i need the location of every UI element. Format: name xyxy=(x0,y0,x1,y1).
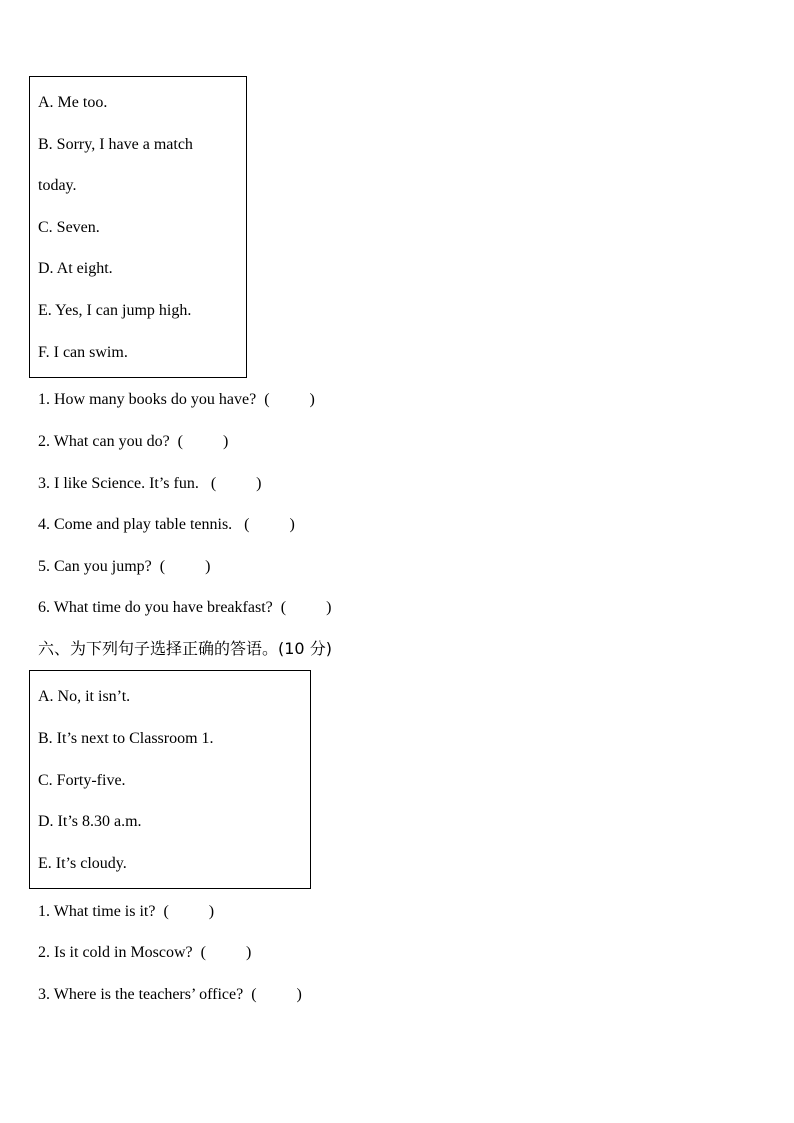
question-2: 2. What can you do? ( ) xyxy=(38,433,229,450)
question-5: 5. Can you jump? ( ) xyxy=(38,558,211,575)
question-6: 6. What time do you have breakfast? ( ) xyxy=(38,599,332,616)
question-3: 3. Where is the teachers’ office? ( ) xyxy=(38,986,302,1003)
option-b-continued: today. xyxy=(38,177,77,194)
option-e: E. Yes, I can jump high. xyxy=(38,302,192,319)
option-a: A. No, it isn’t. xyxy=(38,688,131,705)
question-3: 3. I like Science. It’s fun. ( ) xyxy=(38,475,262,492)
option-b: B. Sorry, I have a match xyxy=(38,136,193,153)
option-b: B. It’s next to Classroom 1. xyxy=(38,730,214,747)
option-c: C. Seven. xyxy=(38,219,100,236)
option-e: E. It’s cloudy. xyxy=(38,855,127,872)
option-d: D. It’s 8.30 a.m. xyxy=(38,813,142,830)
section-heading: 六、为下列句子选择正确的答语。(10 分) xyxy=(38,639,332,658)
question-2: 2. Is it cold in Moscow? ( ) xyxy=(38,944,252,961)
option-c: C. Forty-five. xyxy=(38,772,126,789)
question-4: 4. Come and play table tennis. ( ) xyxy=(38,516,295,533)
option-a: A. Me too. xyxy=(38,94,108,111)
option-d: D. At eight. xyxy=(38,260,113,277)
option-f: F. I can swim. xyxy=(38,344,128,361)
question-1: 1. How many books do you have? ( ) xyxy=(38,391,315,408)
question-1: 1. What time is it? ( ) xyxy=(38,903,215,920)
